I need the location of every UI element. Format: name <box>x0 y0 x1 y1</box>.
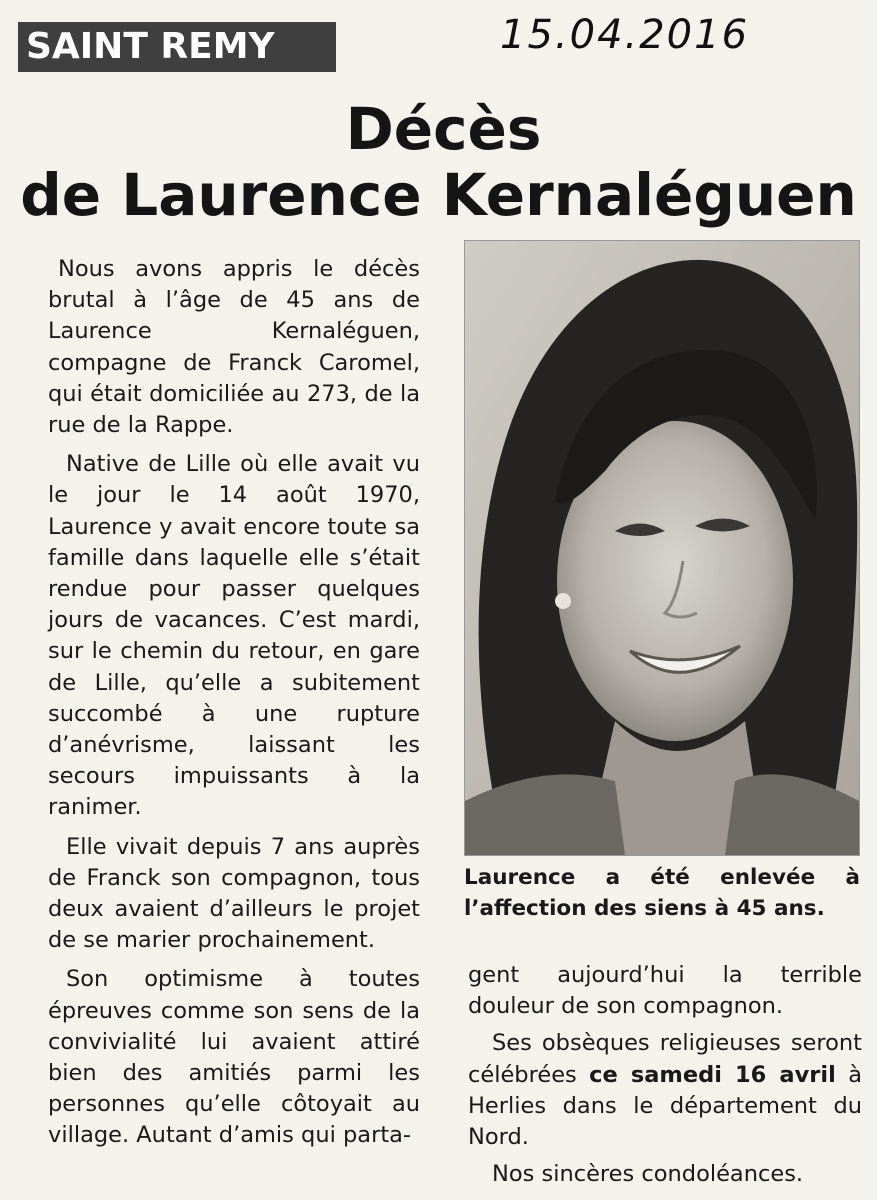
paragraph: Nos sincères condoléances. <box>492 1161 804 1188</box>
paragraph: Son optimisme à toutes épreuves comme son sens de la convivialité lui avaient attiré bien des amitiés parmi les personnes qu’elle côtoyait au village. Autant d’amis qui parta- <box>48 966 420 1149</box>
caption-line-1: Laurence a été enlevée à <box>464 865 860 890</box>
article-left-column <box>48 254 420 1160</box>
text-span: Ses obsèques religieuses seront célébrées <box>468 1030 862 1088</box>
section-label: SAINT REMY <box>18 22 336 72</box>
article-right-column <box>468 960 862 1196</box>
portrait-image <box>465 241 859 855</box>
handwritten-date: 15.04.2016 <box>500 12 750 58</box>
text-span: à Herlies dans le département du Nord. <box>468 1061 862 1151</box>
photo-caption <box>464 862 860 924</box>
paragraph: Nous avons appris le décès brutal à l’âge de 45 ans de Laurence Kernaléguen, compagne de Franck Caromel, qui était domiciliée au 273, de la rue de la Rappe. <box>48 256 420 439</box>
paragraph: Native de Lille où elle avait vu le jour le 14 août 1970, Laurence y avait encore toute sa famille dans laquelle elle s’était rendue pour passer quelques jours de vacances. C’est mardi, sur le chemin du retour, en gare de Lille, qu’elle a subitement succombé à une rupture d’anévrisme, laissant les secours impuissants à la ranimer. <box>48 451 420 821</box>
headline-line-1: Décès <box>345 95 542 163</box>
paragraph: Elle vivait depuis 7 ans auprès de Franck son compagnon, tous deux avaient d’ailleurs le projet de se marier prochainement. <box>48 833 420 954</box>
bold-date: ce samedi 16 avril <box>589 1061 836 1088</box>
paragraph-funeral <box>468 1028 862 1153</box>
portrait-photo <box>464 240 860 856</box>
headline <box>0 96 877 228</box>
caption-line-2: l’affection des siens à 45 ans. <box>464 896 825 921</box>
headline-line-2: de Laurence Kernaléguen <box>20 161 857 229</box>
paragraph: gent aujourd’hui la terrible douleur de son compagnon. <box>468 962 862 1020</box>
